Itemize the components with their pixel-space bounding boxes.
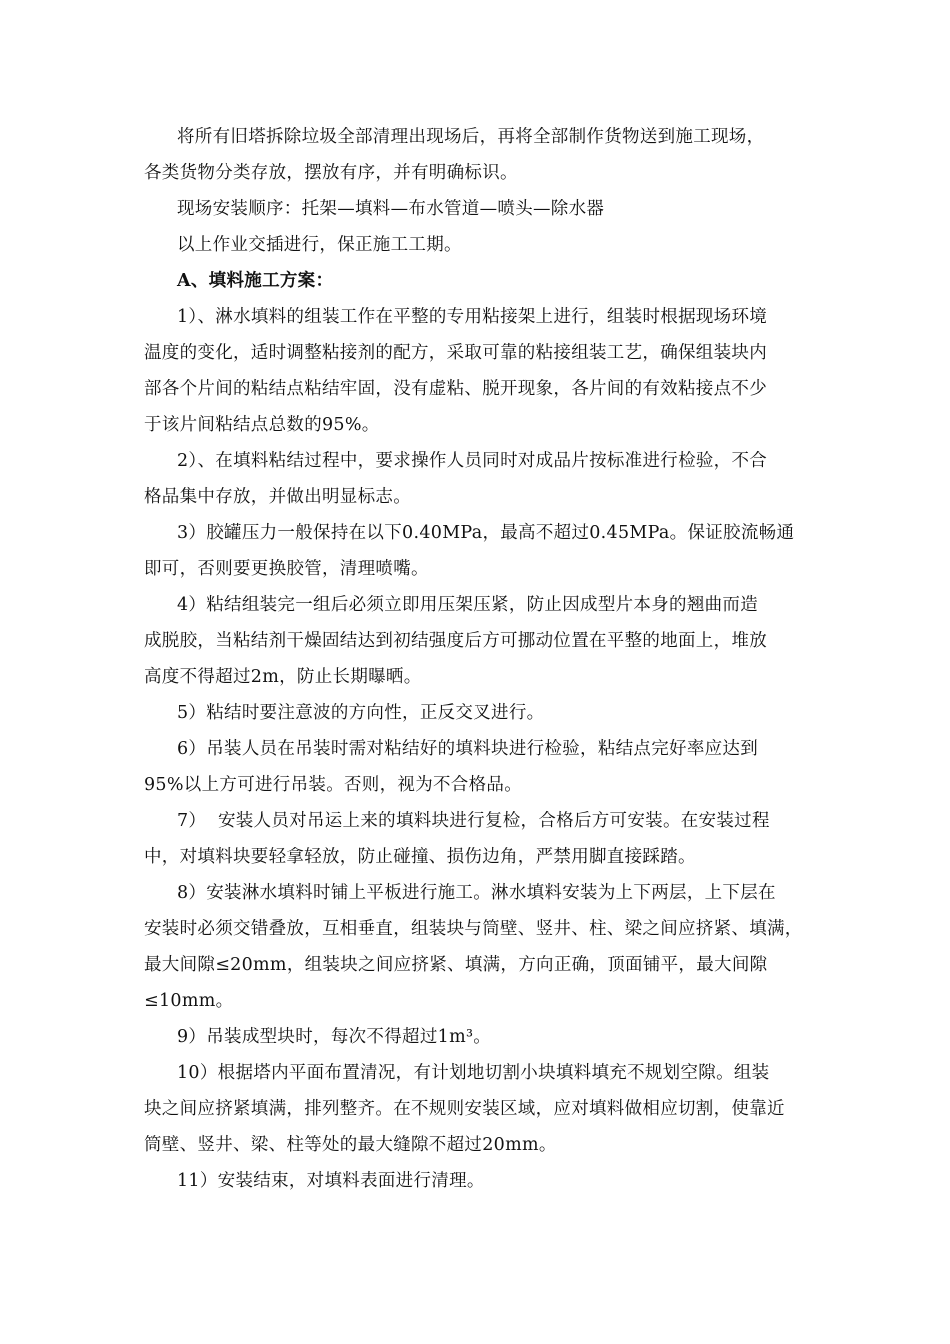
paragraph-line: 高度不得超过2m，防止长期曝晒。 bbox=[144, 667, 422, 687]
paragraph-line: 中，对填料块要轻拿轻放，防止碰撞、损伤边角，严禁用脚直接踩踏。 bbox=[144, 847, 696, 867]
paragraph-line: 筒壁、竖井、梁、柱等处的最大缝隙不超过20mm。 bbox=[144, 1135, 557, 1155]
section-heading: A、填料施工方案： bbox=[177, 271, 334, 291]
paragraph-line: 9）吊装成型块时，每次不得超过1m³。 bbox=[177, 1027, 492, 1047]
paragraph-line: 4）粘结组装完一组后必须立即用压架压紧，防止因成型片本身的翘曲而造 bbox=[177, 595, 759, 615]
paragraph-line: 成脱胶，当粘结剂干燥固结达到初结强度后方可挪动位置在平整的地面上，堆放 bbox=[144, 631, 767, 651]
paragraph-line: 5）粘结时要注意波的方向性，正反交叉进行。 bbox=[177, 703, 545, 723]
paragraph-line: 6）吊装人员在吊装时需对粘结好的填料块进行检验，粘结点完好率应达到 bbox=[177, 739, 759, 759]
paragraph-line: 1）、淋水填料的组装工作在平整的专用粘接架上进行，组装时根据现场环境 bbox=[177, 307, 768, 327]
paragraph-line: 最大间隙≤20mm，组装块之间应挤紧、填满，方向正确，顶面铺平，最大间隙 bbox=[144, 955, 768, 975]
paragraph-line: 以上作业交插进行，保正施工工期。 bbox=[177, 235, 462, 255]
paragraph-line: 各类货物分类存放，摆放有序，并有明确标识。 bbox=[144, 163, 518, 183]
paragraph-line: 格品集中存放，并做出明显标志。 bbox=[144, 487, 411, 507]
paragraph-line: 7） 安装人员对吊运上来的填料块进行复检，合格后方可安装。在安装过程 bbox=[177, 811, 770, 831]
paragraph-line: 块之间应挤紧填满，排列整齐。在不规则安装区域，应对填料做相应切割，使靠近 bbox=[144, 1099, 785, 1119]
paragraph-line: 安装时必须交错叠放，互相垂直，组装块与筒壁、竖井、柱、梁之间应挤紧、填满， bbox=[144, 919, 803, 939]
paragraph-line: 温度的变化，适时调整粘接剂的配方，采取可靠的粘接组装工艺，确保组装块内 bbox=[144, 343, 767, 363]
paragraph-line: 2）、在填料粘结过程中，要求操作人员同时对成品片按标准进行检验，不合 bbox=[177, 451, 768, 471]
paragraph-line: 部各个片间的粘结点粘结牢固，没有虚粘、脱开现象，各片间的有效粘接点不少 bbox=[144, 379, 767, 399]
paragraph-line: 现场安装顺序：托架—填料—布水管道—喷头—除水器 bbox=[177, 199, 605, 219]
paragraph-line: 10）根据塔内平面布置清况，有计划地切割小块填料填充不规划空隙。组装 bbox=[177, 1063, 770, 1083]
paragraph-line: 即可，否则要更换胶管，清理喷嘴。 bbox=[144, 559, 429, 579]
paragraph-line: 8）安装淋水填料时铺上平板进行施工。淋水填料安装为上下两层，上下层在 bbox=[177, 883, 776, 903]
paragraph-line: 95%以上方可进行吊装。否则，视为不合格品。 bbox=[144, 775, 522, 795]
paragraph-line: ≤10mm。 bbox=[144, 991, 234, 1011]
paragraph-line: 11）安装结束，对填料表面进行清理。 bbox=[177, 1171, 485, 1191]
paragraph-line: 于该片间粘结点总数的95%。 bbox=[144, 415, 380, 435]
paragraph-line: 3）胶罐压力一般保持在以下0.40MPa，最高不超过0.45MPa。保证胶流畅通 bbox=[177, 523, 795, 543]
paragraph-line: 将所有旧塔拆除垃圾全部清理出现场后，再将全部制作货物送到施工现场， bbox=[177, 127, 765, 147]
